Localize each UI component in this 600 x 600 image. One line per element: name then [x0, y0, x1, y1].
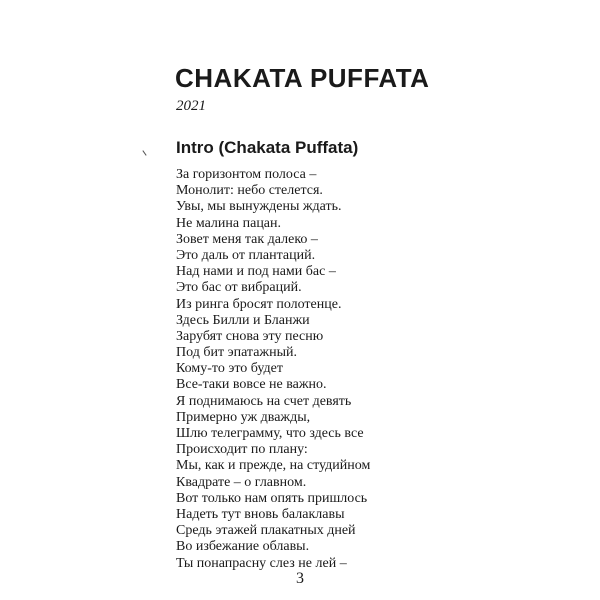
page-number: 3 — [296, 570, 304, 587]
poem-line: Под бит эпатажный. — [176, 345, 297, 361]
poem-line: Примерно уж дважды, — [176, 409, 311, 425]
poem-line: Во избежание облавы. — [176, 539, 310, 555]
poem-line: Кому-то это будет — [176, 361, 283, 377]
poem-body — [176, 167, 370, 572]
poem-line: Зовет меня так далеко – — [176, 231, 318, 247]
poem-line: Из ринга бросят полотенце. — [176, 296, 342, 312]
poem-line: Ты понапрасну слез не лей – — [176, 555, 347, 571]
poem-line: Это бас от вибраций. — [176, 280, 302, 296]
poem-line: Это даль от плантаций. — [176, 247, 316, 263]
poem-line: Все-таки вовсе не важно. — [176, 377, 327, 393]
poem-line: Средь этажей плакатных дней — [176, 523, 356, 539]
book-title: CHAKATA PUFFATA — [175, 63, 430, 93]
book-year: 2021 — [176, 98, 206, 114]
poem-line: Монолит: небо стелется. — [176, 183, 323, 199]
poem-line: Зарубят снова эту песню — [176, 328, 324, 344]
poem-line: Над нами и под нами бас – — [176, 264, 336, 280]
stray-mark — [142, 150, 146, 155]
poem-line: За горизонтом полоса – — [176, 167, 317, 182]
poem-line: Надеть тут вновь балаклавы — [176, 506, 345, 522]
section-title: Intro (Chakata Puffata) — [176, 138, 359, 157]
poem-line: Шлю телеграмму, что здесь все — [176, 426, 364, 441]
poem-line: Мы, как и прежде, на студийном — [176, 458, 371, 474]
poem-line: Происходит по плану: — [176, 442, 308, 458]
poem-line: Не малина пацан. — [176, 215, 282, 231]
poem-line: Я поднимаюсь на счет девять — [176, 393, 352, 409]
poem-line: Вот только нам опять пришлось — [176, 490, 368, 506]
poem-line: Здесь Билли и Бланжи — [176, 312, 310, 328]
poem-line: Квадрате – о главном. — [176, 474, 307, 490]
poem-line: Увы, мы вынуждены ждать. — [176, 199, 342, 215]
